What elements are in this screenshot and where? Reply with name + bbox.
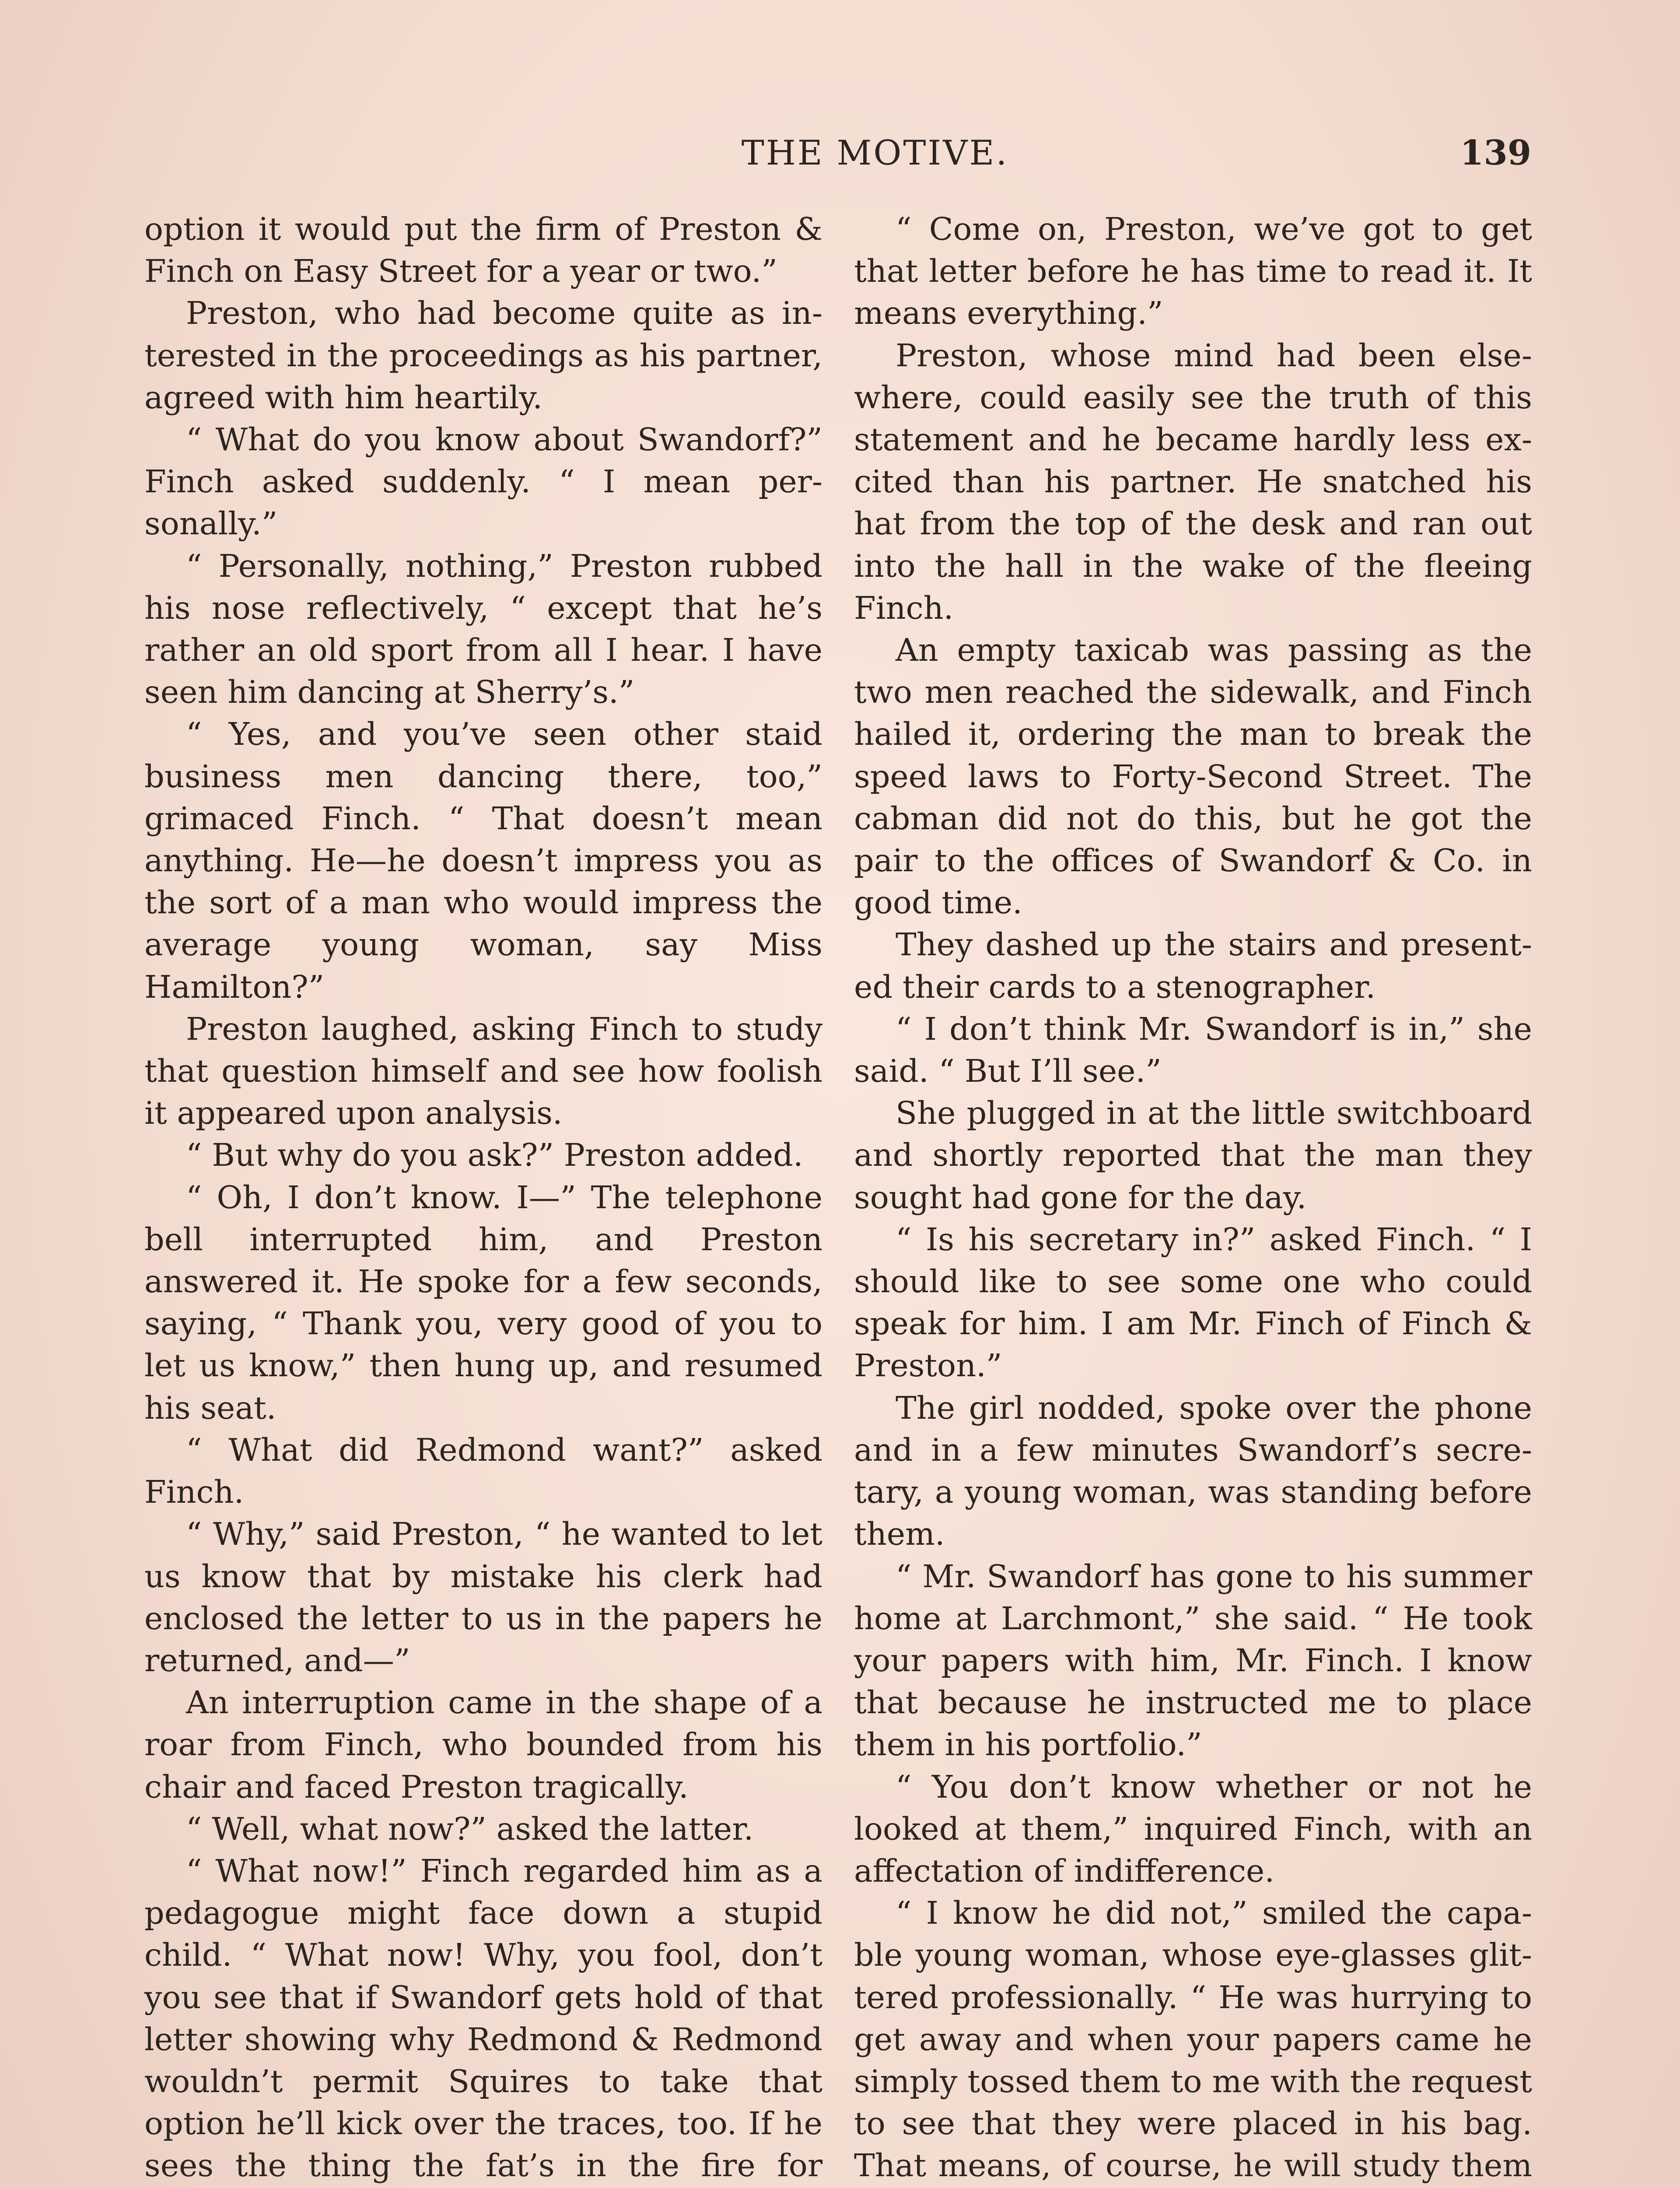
page-number: 139	[1460, 133, 1531, 173]
paragraph: “ What now!” Finch regarded him as a pedagogue might face down a stupid child. “ What now! Why, you fool, don’t you see that if Swandorf gets hold of that letter showing why Redmond & Redmond wouldn’t permit Squires to take that option he’ll kick over the traces, too. If he sees the thing the fat’s in the fire for	[144, 1852, 822, 2184]
paragraph: “ Mr. Swandorf has gone to his summer home at Larchmont,” she said. “ He took your papers with him, Mr. Finch. I know that because he instructed me to place them in his portfolio.”	[854, 1558, 1532, 1763]
paragraph: Preston laughed, asking Finch to study that question himself and see how foolish it appeared upon analysis.	[144, 1010, 822, 1132]
left-column	[144, 208, 822, 2188]
paragraph: Preston, whose mind had been elsewhere, could easily see the truth of this statement and he became hardly less excited than his partner. He snatched his hat from the top of the desk and ran out into the hall in the wake of the fleeing Finch.	[854, 337, 1532, 626]
paragraph: An empty taxicab was passing as the two men reached the sidewalk, and Finch hailed it, ordering the man to break the speed laws to Forty-Second Street. The cabman did not do this, but he got the pair to the offices of Swandorf & Co. in good time.	[854, 632, 1532, 921]
paragraph: An interruption came in the shape of a roar from Finch, who bounded from his chair and faced Preston tragically.	[144, 1684, 822, 1805]
paragraph: “ You don’t know whether or not he looked at them,” inquired Finch, with an affectation of indifference.	[854, 1768, 1532, 1889]
paragraph: “ What did Redmond want?” asked Finch.	[144, 1431, 822, 1511]
paragraph: “ Oh, I don’t know. I—” The telephone bell interrupted him, and Preston answered it. He spoke for a few seconds, saying, “ Thank you, very good of you to let us know,” then hung up, and resumed his seat.	[144, 1179, 822, 1426]
paragraph: The girl nodded, spoke over the phone and in a few minutes Swandorf’s secretary, a young woman, was standing before them.	[854, 1389, 1532, 1553]
paragraph: “ Well, what now?” asked the latter.	[186, 1810, 754, 1847]
paragraph: They dashed up the stairs and presented their cards to a stenographer.	[854, 926, 1532, 1005]
paragraph: “ What do you know about Swandorf?” Finch asked suddenly. “ I mean personally.”	[144, 421, 822, 542]
paragraph: She plugged in at the little switchboard and shortly reported that the man they sought had gone for the day.	[854, 1095, 1532, 1216]
paragraph: “ Is his secretary in?” asked Finch. “ I should like to see some one who could speak for him. I am Mr. Finch of Finch & Preston.”	[854, 1221, 1532, 1384]
paragraph: “ But why do you ask?” Preston added.	[186, 1137, 803, 1174]
right-column	[854, 208, 1532, 2188]
paragraph: “ I know he did not,” smiled the capable young woman, whose eye-glasses glittered professionally. “ He was hurrying to get away and when your papers came he simply tossed them to me with the request to see that they were placed in his bag. That means, of course, he will study them	[854, 1895, 1532, 2184]
paragraph: “ Yes, and you’ve seen other staid business men dancing there, too,” grimaced Finch. “ That doesn’t mean anything. He—he doesn’t impress you as the sort of a man who would impress the average young woman, say Miss Hamilton?”	[144, 716, 822, 1005]
paragraph: “ Why,” said Preston, “ he wanted to let us know that by mistake his clerk had enclosed the letter to us in the papers he returned, and—”	[144, 1516, 822, 1679]
paragraph: “ Personally, nothing,” Preston rubbed his nose reflectively, “ except that he’s rather an old sport from all I hear. I have seen him dancing at Sherry’s.”	[144, 547, 822, 711]
paragraph: Preston, who had become quite as interested in the proceedings as his partner, agreed with him heartily.	[144, 295, 822, 416]
paragraph: “ I don’t think Mr. Swandorf is in,” she said. “ But I’ll see.”	[854, 1010, 1532, 1090]
paragraph: option it would put the firm of Preston & Finch on Easy Street for a year or two.”	[144, 211, 822, 290]
paragraph: “ Come on, Preston, we’ve got to get that letter before he has time to read it. It means everything.”	[854, 211, 1532, 332]
running-title: THE MOTIVE.	[741, 133, 1009, 173]
